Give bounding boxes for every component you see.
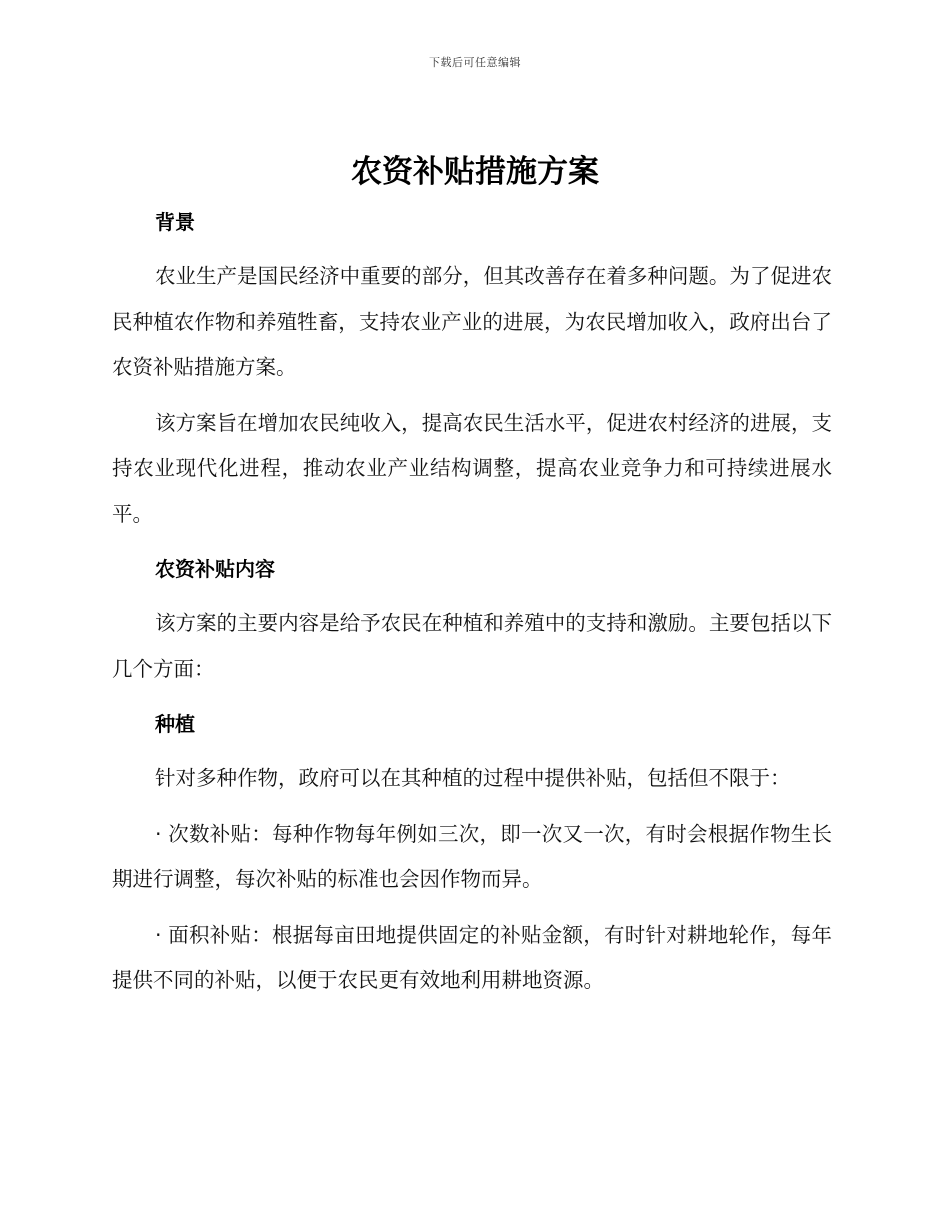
paragraph-background-1: 农业生产是国民经济中重要的部分，但其改善存在着多种问题。为了促进农民种植农作物和养殖牲畜，支持农业产业的进展，为农民增加收入，政府出台了农资补贴措施方案。 — [112, 264, 832, 379]
paragraph-content-1: 该方案的主要内容是给予农民在种植和养殖中的支持和激励。主要包括以下几个方面： — [112, 611, 832, 681]
document-title: 农资补贴措施方案 — [351, 154, 599, 190]
paragraph-planting-1: 针对多种作物，政府可以在其种植的过程中提供补贴，包括但不限于： — [155, 766, 791, 790]
bullet-frequency-subsidy: · 次数补贴：每种作物每年例如三次，即一次又一次，有时会根据作物生长期进行调整，每次补贴的标准也会因作物而异。 — [112, 821, 832, 891]
bullet-area-subsidy: · 面积补贴：根据每亩田地提供固定的补贴金额，有时针对耕地轮作，每年提供不同的补贴，以便于农民更有效地利用耕地资源。 — [112, 922, 832, 992]
section-heading-content: 农资补贴内容 — [155, 557, 275, 581]
paragraph-background-2: 该方案旨在增加农民纯收入，提高农民生活水平，促进农村经济的进展，支持农业现代化进程，推动农业产业结构调整，提高农业竞争力和可持续进展水平。 — [112, 410, 832, 526]
section-heading-background: 背景 — [155, 210, 195, 234]
section-heading-planting: 种植 — [155, 712, 195, 736]
document-body — [112, 200, 832, 1004]
header-note: 下载后可任意编辑 — [429, 56, 521, 69]
